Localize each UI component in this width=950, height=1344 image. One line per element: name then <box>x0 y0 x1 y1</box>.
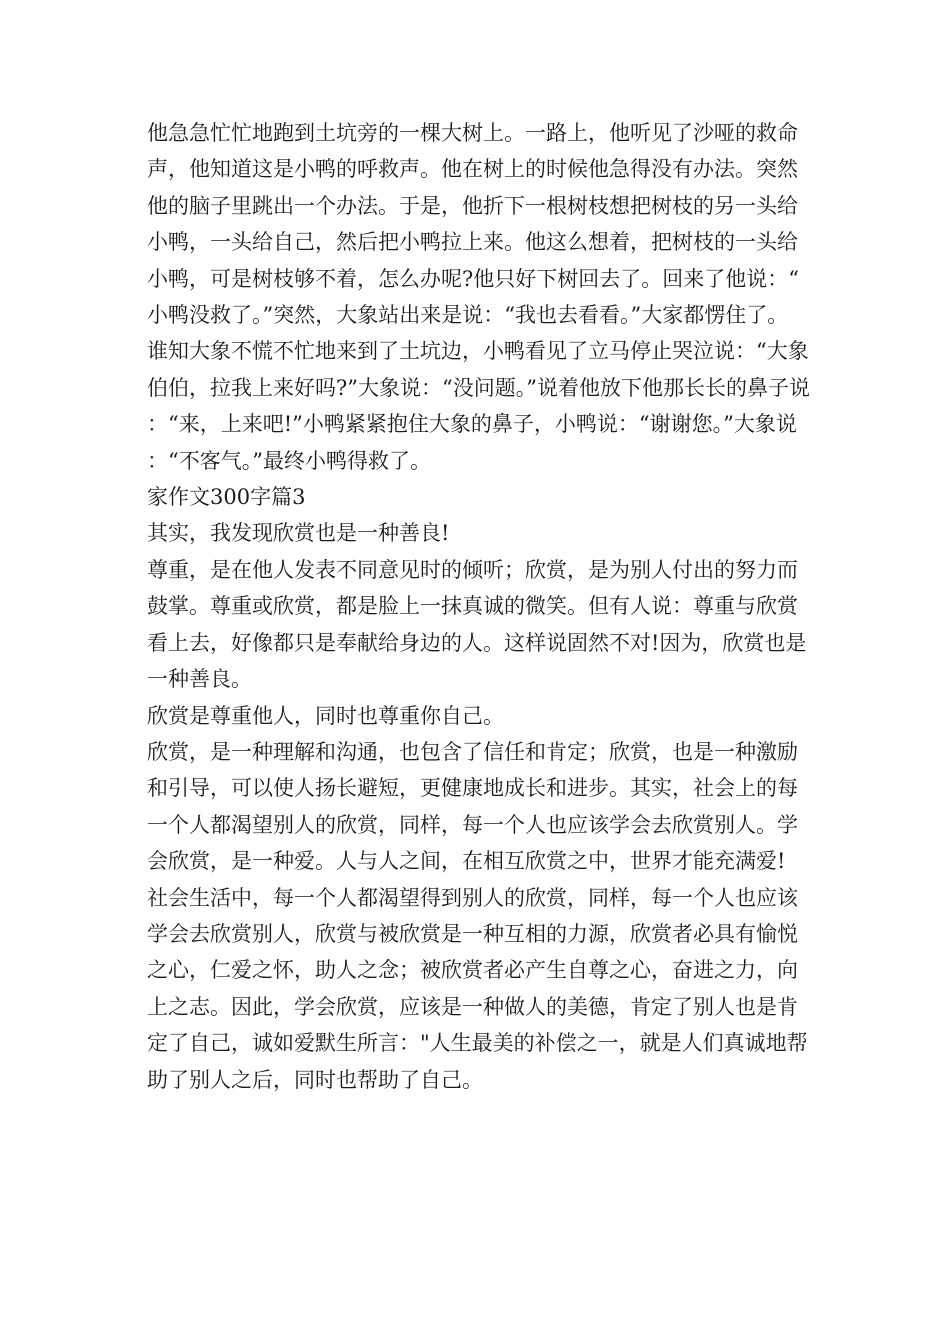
paragraph-duck-rescue-attempt: 他急急忙忙地跑到土坑旁的一棵大树上。一路上，他听见了沙哑的救命声，他知道这是小鸭的呼救声。他在树上的时候他急得没有办法。突然他的脑子里跳出一个办法。于是，他折下一根树枝想把树枝的另一头给小鸭，一头给自己，然后把小鸭拉上来。他这么想着，把树枝的一头给小鸭，可是树枝够不着，怎么办呢?他只好下树回去了。回来了他说：“小鸭没救了。”突然，大象站出来是说：“我也去看看。”大家都愣住了。 <box>147 121 799 328</box>
paragraph-elephant-rescue: 谁知大象不慌不忙地来到了土坑边，小鸭看见了立马停止哭泣说：“大象伯伯，拉我上来好吗?”大象说：“没问题。”说着他放下他那长长的鼻子说：“来，上来吧!”小鸭紧紧抱住大象的鼻子，小鸭说：“谢谢您。”大象说：“不客气。”最终小鸭得救了。 <box>147 339 810 473</box>
article-body <box>147 115 817 1098</box>
paragraph-respect-self: 欣赏是尊重他人，同时也尊重你自己。 <box>147 703 504 728</box>
paragraph-social-life: 社会生活中，每一个人都渴望得到别人的欣赏，同样，每一个人也应该学会去欣赏别人，欣赏与被欣赏是一种互相的力源，欣赏者必具有愉悦之心，仁爱之怀，助人之念；被欣赏者必产生自尊之心，奋进之力，向上之志。因此，学会欣赏，应该是一种做人的美德，肯定了别人也是肯定了自己，诚如爱默生所言："人生最美的补偿之一，就是人们真诚地帮助了别人之后，同时也帮助了自己。 <box>147 885 808 1092</box>
paragraph-understanding: 欣赏，是一种理解和沟通，也包含了信任和肯定；欣赏，也是一种激励和引导，可以使人扬长避短，更健康地成长和进步。其实，社会上的每一个人都渴望别人的欣赏，同样，每一个人也应该学会去欣赏别人。学会欣赏，是一种爱。人与人之间，在相互欣赏之中，世界才能充满爱! <box>147 739 798 874</box>
paragraph-respect: 尊重，是在他人发表不同意见时的倾听；欣赏，是为别人付出的努力而鼓掌。尊重或欣赏，都是脸上一抹真诚的微笑。但有人说：尊重与欣赏看上去，好像都只是奉献给身边的人。这样说固然不对!因为，欣赏也是一种善良。 <box>147 557 807 692</box>
paragraph-appreciation-kindness: 其实，我发现欣赏也是一种善良! <box>147 521 450 546</box>
essay-heading: 家作文300字篇3 <box>147 485 306 510</box>
